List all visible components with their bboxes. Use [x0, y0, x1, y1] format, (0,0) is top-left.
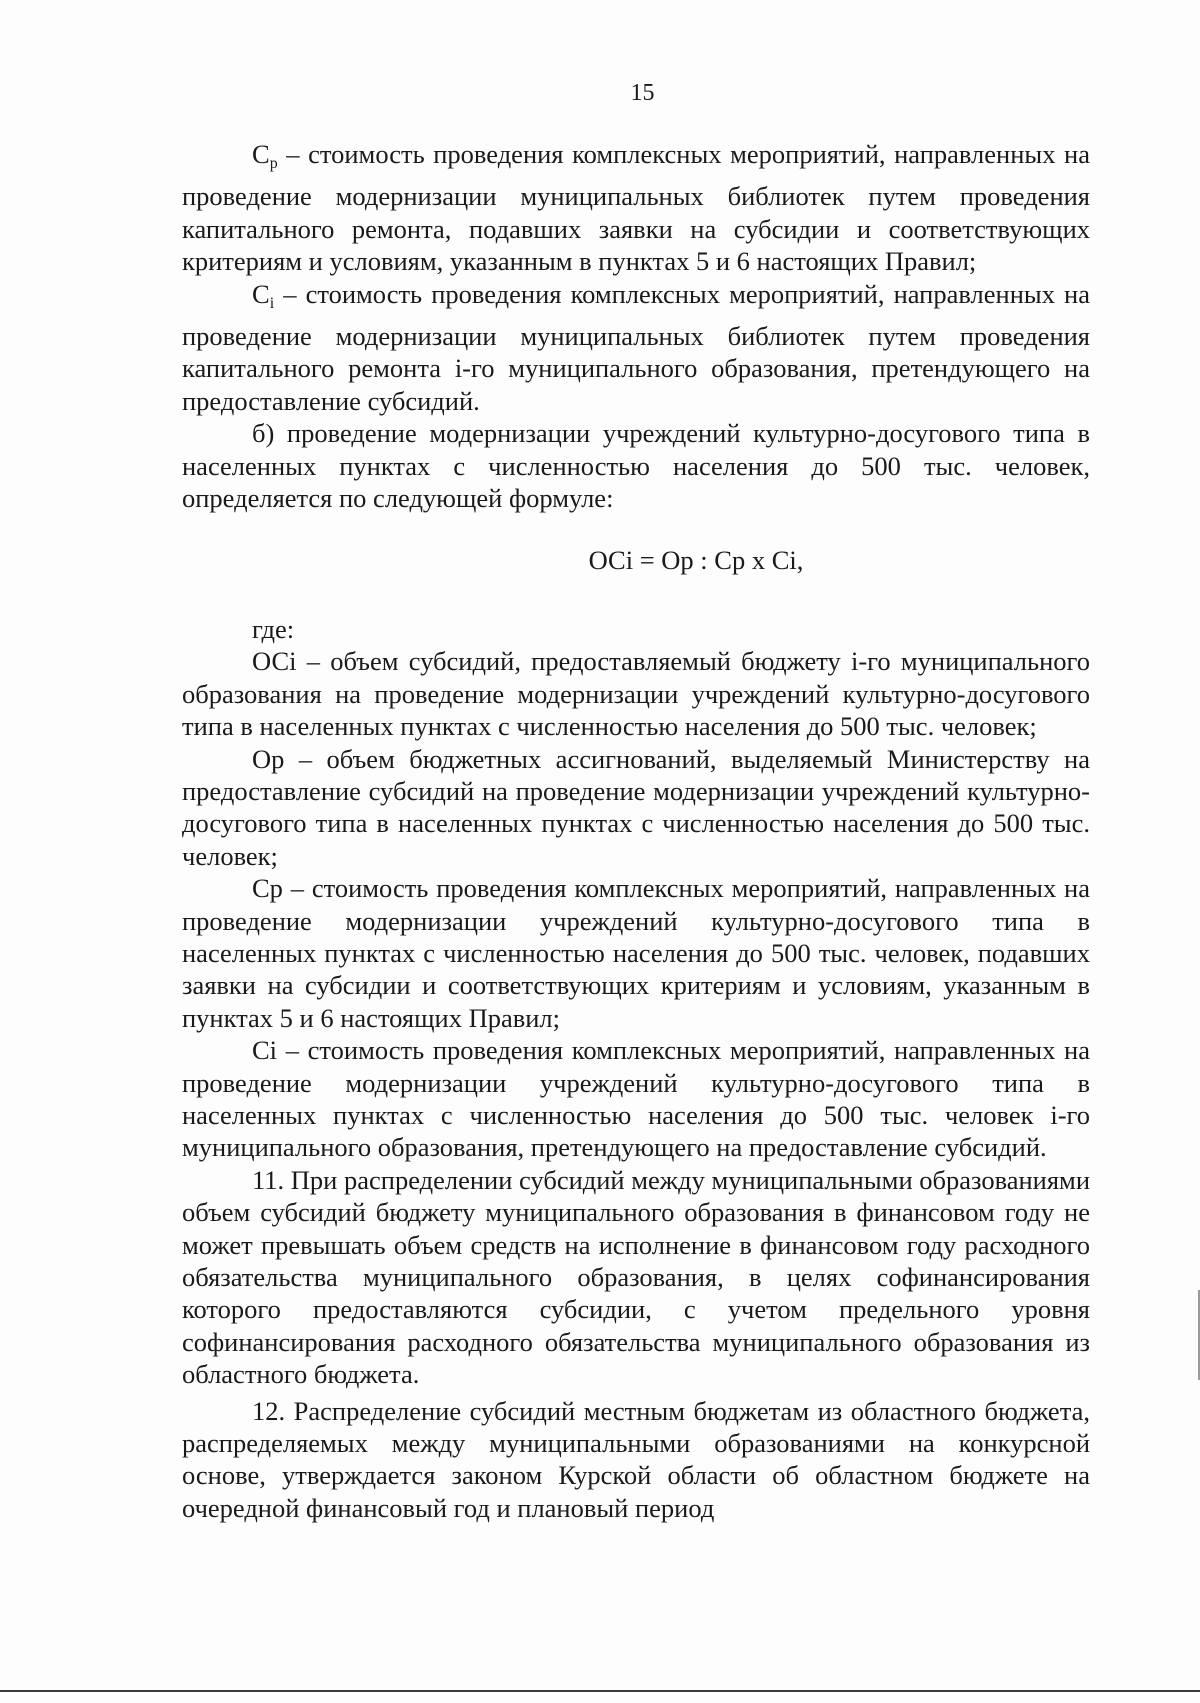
paragraph-cp-definition: [182, 138, 1090, 278]
symbol-c: С: [252, 278, 270, 309]
paragraph-12: 12. Распределение субсидий местным бюджетам из областного бюджета, распределяемых между муниципальными образованиями на конкурсной основе, утверждается законом Курской области об областном бюджете на очередной финансовый год и плановый период: [182, 1395, 1090, 1523]
page-number: 15: [630, 80, 655, 106]
document-body: [182, 138, 1090, 1524]
paragraph-ci-definition: [182, 278, 1090, 418]
bottom-scan-line: [0, 1690, 1200, 1692]
paragraph-text: – стоимость проведения комплексных мероприятий, направленных на проведение модернизации муниципальных библиотек путем проведения капитального ремонта, подавших заявки на субсидии и соответствующих критериям и условиям, указанным в пунктах 5 и 6 настоящих Правил;: [182, 139, 1090, 277]
symbol-subscript: р: [269, 155, 278, 172]
paragraph-subsection-b: б) проведение модернизации учреждений культурно-досугового типа в населенных пунктах с численностью населения до 500 тыс. человек, определяется по следующей формуле:: [182, 418, 1090, 514]
paragraph-oci-definition: ОСi – объем субсидий, предоставляемый бюджету i-го муниципального образования на проведение модернизации учреждений культурно-досугового типа в населенных пунктах с численностью населения до 500 тыс. человек;: [182, 646, 1090, 742]
paragraph-text: – стоимость проведения комплексных мероприятий, направленных на проведение модернизации муниципальных библиотек путем проведения капитального ремонта i-го муниципального образования, претендующего на предоставление субсидий.: [182, 278, 1090, 416]
where-label: где:: [252, 613, 295, 644]
paragraph-11: 11. При распределении субсидий между муниципальными образованиями объем субсидий бюджету муниципального образования в финансовом году не может превышать объем средств на исполнение в финансовом году расходного обязательства муниципального образования, в целях софинансирования которого предоставляются субсидии, с учетом предельного уровня софинансирования расходного обязательства муниципального образования из областного бюджета.: [182, 1164, 1090, 1390]
symbol-subscript: i: [269, 294, 275, 312]
paragraph-op-definition: Ор – объем бюджетных ассигнований, выделяемый Министерству на предоставление субсидий на проведение модернизации учреждений культурно-досугового типа в населенных пунктах с численностью населения до 500 тыс. человек;: [182, 743, 1090, 871]
formula: ОСi = Ор : Ср x Сi,: [588, 545, 804, 576]
symbol-c: С: [252, 139, 270, 169]
paragraph-cp-definition-2: Ср – стоимость проведения комплексных мероприятий, направленных на проведение модернизации учреждений культурно-досугового типа в населенных пунктах с численностью населения до 500 тыс. человек, подавших заявки на субсидии и соответствующих критериям и условиям, указанным в пунктах 5 и 6 настоящих Правил;: [182, 873, 1090, 1033]
paragraph-ci-definition-2: Сi – стоимость проведения комплексных мероприятий, направленных на проведение модернизации учреждений культурно-досугового типа в населенных пунктах с численностью населения до 500 тыс. человек i-го муниципального образования, претендующего на предоставление субсидий.: [182, 1035, 1090, 1163]
